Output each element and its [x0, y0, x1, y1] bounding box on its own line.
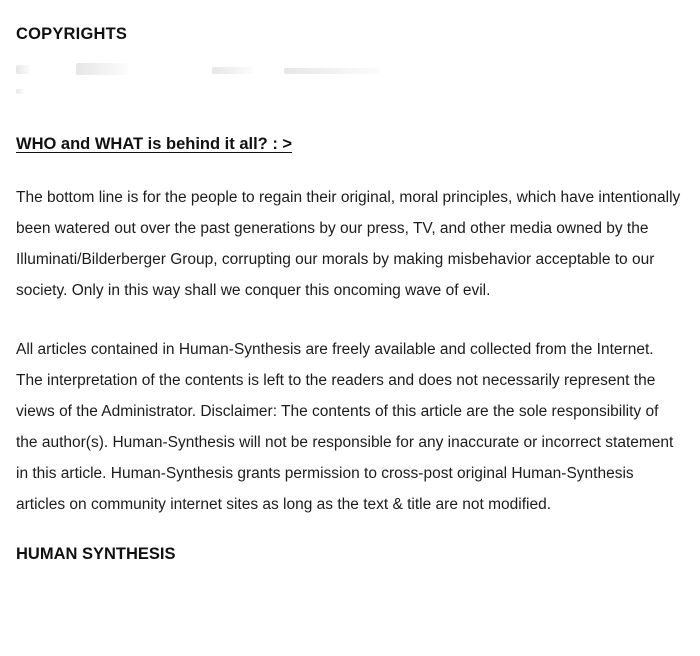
- faded-line-2: [76, 63, 128, 75]
- heading-human-synthesis: HUMAN SYNTHESIS: [16, 544, 176, 563]
- heading-who-and-what-link[interactable]: WHO and WHAT is behind it all? : >: [16, 135, 293, 154]
- faded-line-4: [284, 68, 380, 74]
- faded-line-3: [212, 67, 254, 74]
- faded-line-5: [16, 89, 24, 94]
- paragraph-disclaimer: All articles contained in Human-Synthesis are freely available and collected from the Internet. The interpretation of the contents is left to the readers and does not necessarily represent the views of the Administrator. Disclaimer: The contents of this article are the sole responsibility of the author(s). Human-Synthesis will not be responsible for any inaccurate or incorrect statement in this article. Human-Synthesis grants permission to cross-post original Human-Synthesis articles on community internet sites as long as the text & title are not modified.: [16, 340, 674, 513]
- faded-line-1: [16, 65, 30, 74]
- heading-copyrights: COPYRIGHTS: [16, 25, 128, 43]
- faded-text-placeholder: [16, 59, 684, 103]
- paragraph-bottom-line: The bottom line is for the people to regain their original, moral principles, which have intentionally been watered out over the past generations by our press, TV, and other media owned by the Illuminati/Bilderberger Group, corrupting our morals by making misbehavior acceptable to our society. Only in this way shall we conquer this oncoming wave of evil.: [16, 188, 681, 299]
